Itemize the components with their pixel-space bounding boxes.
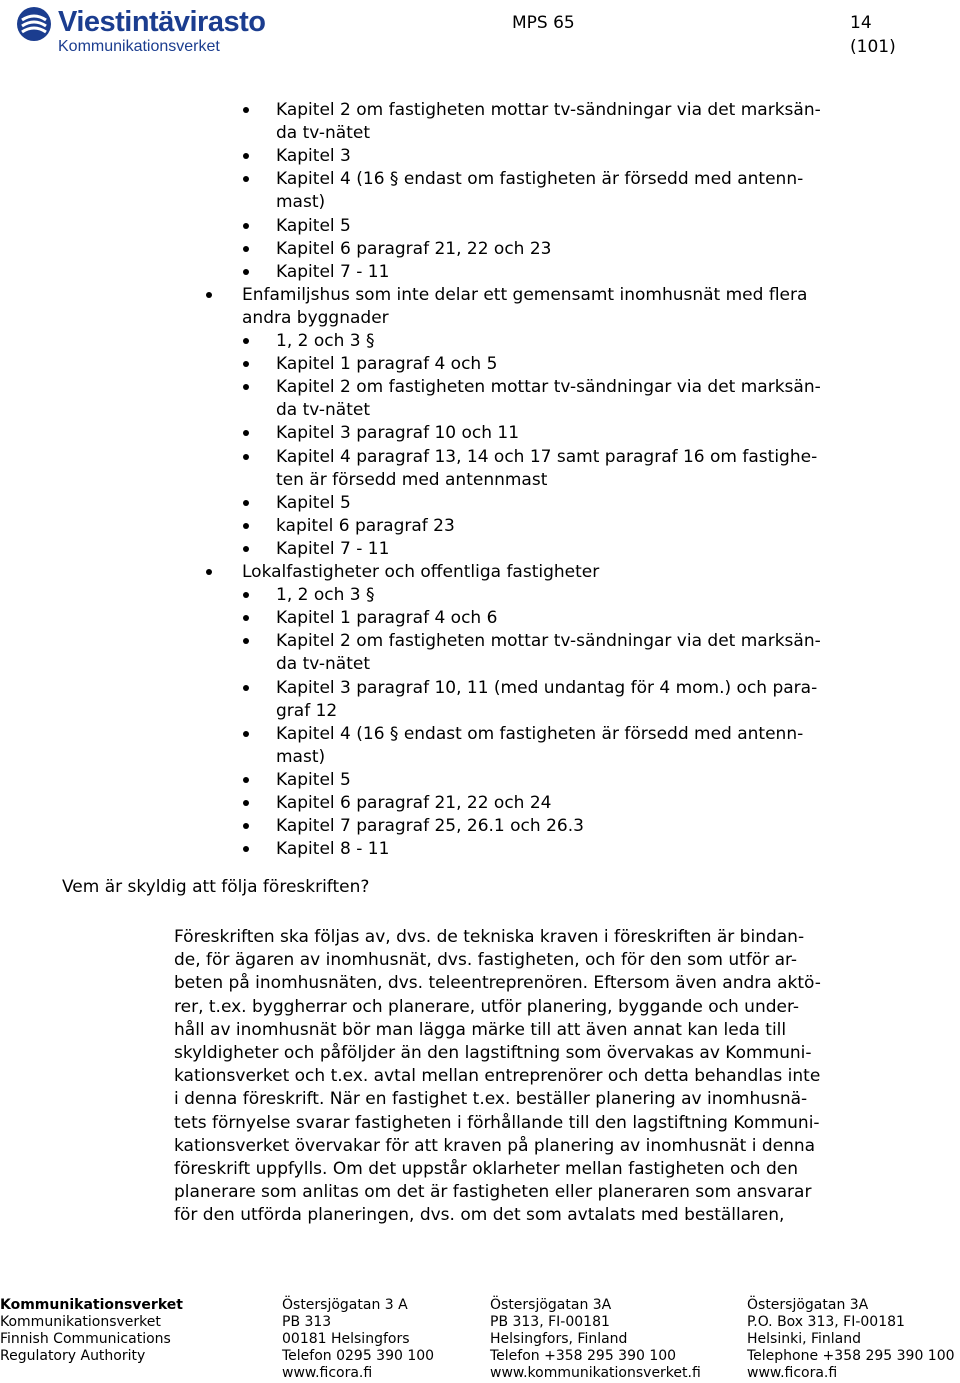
list-item: 1, 2 och 3 § — [276, 331, 375, 351]
footer-line: P.O. Box 313, FI-00181 — [747, 1314, 905, 1330]
bullet-icon — [243, 246, 249, 252]
bullet-icon — [243, 523, 249, 529]
bullet-icon — [243, 361, 249, 367]
footer-link[interactable]: www.ficora.fi — [282, 1365, 373, 1381]
page-total: (101) — [850, 37, 896, 57]
list-item: Kapitel 7 - 11 — [276, 261, 390, 282]
page-number: 14 — [850, 13, 872, 33]
paragraph-line: föreskrift uppfylls. Om det uppstår oklarheter mellan fastigheten och den — [174, 1159, 799, 1179]
footer-col-swedish — [282, 1297, 434, 1382]
list-item: 1, 2 och 3 § — [276, 585, 375, 606]
list-item: Kapitel 5 — [276, 492, 351, 513]
list-item: Kapitel 8 - 11 — [276, 839, 390, 860]
bullet-icon — [206, 292, 212, 298]
bullet-icon — [243, 223, 249, 229]
list-item: Kapitel 4 (16 § endast om fastigheten är försedd med antenn- — [276, 723, 804, 744]
list-item: mast) — [276, 192, 326, 213]
footer-line: PB 313, FI-00181 — [490, 1314, 610, 1330]
paragraph-line: för den utförda planeringen, dvs. om det som avtalats med beställaren, — [174, 1205, 785, 1226]
bullet-icon — [243, 454, 249, 460]
footer-col-name — [0, 1297, 183, 1365]
bullet-icon — [206, 569, 212, 575]
paragraph-line: tets förnyelse svarar fastigheten i förhållande till den lagstiftning Kommuni- — [174, 1112, 820, 1133]
list-item: andra byggnader — [242, 307, 389, 328]
paragraph-line: i denna föreskrift. När en fastighet t.ex. beställer planering av inomhusnä- — [174, 1089, 808, 1110]
list-item: Kapitel 6 paragraf 21, 22 och 23 — [276, 238, 552, 259]
footer-line: Östersjögatan 3 A — [282, 1297, 408, 1313]
list-item: da tv-nätet — [276, 654, 370, 675]
bullet-icon — [243, 107, 249, 113]
footer-line: Östersjögatan 3A — [747, 1297, 869, 1313]
list-item: Kapitel 3 paragraf 10, 11 (med undantag för 4 mom.) och para- — [276, 677, 818, 698]
logo-emblem-icon — [16, 6, 52, 42]
bullet-icon — [243, 731, 249, 737]
paragraph-line: planerare som anlitas om det är fastigheten eller planeraren som ansvarar — [174, 1182, 812, 1203]
footer-link[interactable]: www.kommunikationsverket.fi — [490, 1365, 701, 1381]
paragraph-line: kationsverket och t.ex. avtal mellan entreprenörer och detta behandlas inte — [174, 1066, 821, 1087]
footer-line: Kommunikationsverket — [0, 1297, 183, 1313]
list-item: Kapitel 2 om fastigheten mottar tv-sändningar via det marksän- — [276, 631, 821, 652]
list-item: Enfamiljshus som inte delar ett gemensamt inomhusnät med flera — [242, 284, 808, 305]
footer-line: PB 313 — [282, 1314, 332, 1330]
footer-link[interactable]: www.ficora.fi — [747, 1365, 838, 1381]
paragraph-line: Föreskriften ska följas av, dvs. de tekniska kraven i föreskriften är bindan- — [174, 927, 805, 947]
footer-line: Finnish Communications — [0, 1331, 171, 1347]
section-question: Vem är skyldig att följa föreskriften? — [62, 877, 370, 897]
document-id: MPS 65 — [512, 13, 575, 33]
agency-logo — [16, 6, 276, 54]
list-item: da tv-nätet — [276, 400, 370, 421]
list-item: Kapitel 3 — [276, 146, 351, 167]
list-item: Kapitel 2 om fastigheten mottar tv-sändningar via det marksän- — [276, 100, 821, 120]
bullet-icon — [243, 592, 249, 598]
bullet-icon — [243, 615, 249, 621]
paragraph-line: skyldigheter och påföljder än den lagstiftning som övervakas av Kommuni- — [174, 1043, 812, 1063]
footer-line: Östersjögatan 3A — [490, 1297, 612, 1313]
paragraph-line: de, för ägaren av inomhusnät, dvs. fastigheten, och för den som utför ar- — [174, 950, 798, 971]
logo-subtitle: Kommunikationsverket — [58, 38, 220, 55]
paragraph-line: beten på inomhusnäten, dvs. teleentreprenören. Eftersom även andra aktö- — [174, 973, 821, 994]
list-item: Kapitel 4 paragraf 13, 14 och 17 samt paragraf 16 om fastighe- — [276, 446, 818, 467]
list-item: Kapitel 4 (16 § endast om fastigheten är försedd med antenn- — [276, 169, 804, 190]
list-item: Kapitel 7 - 11 — [276, 538, 390, 559]
list-item: Kapitel 6 paragraf 21, 22 och 24 — [276, 793, 552, 813]
list-item: Kapitel 1 paragraf 4 och 5 — [276, 354, 498, 375]
footer-line: Telefon +358 295 390 100 — [490, 1348, 677, 1364]
footer-line: Telephone +358 295 390 100 — [747, 1348, 955, 1364]
bullet-icon — [243, 823, 249, 829]
logo-title: Viestintävirasto — [58, 6, 266, 38]
footer-line: Helsingfors, Finland — [490, 1331, 628, 1347]
bullet-icon — [243, 269, 249, 275]
list-item: Lokalfastigheter och offentliga fastigheter — [242, 562, 600, 582]
footer-line: 00181 Helsingfors — [282, 1331, 410, 1347]
footer-line: Regulatory Authority — [0, 1348, 146, 1364]
bullet-icon — [243, 153, 249, 159]
footer-line: Helsinki, Finland — [747, 1331, 862, 1347]
list-item: graf 12 — [276, 700, 338, 721]
footer-col-finland — [490, 1297, 701, 1382]
bullet-icon — [243, 430, 249, 436]
list-item: Kapitel 1 paragraf 4 och 6 — [276, 608, 498, 629]
paragraph-line: håll av inomhusnät bör man lägga märke till att även annat kan leda till — [174, 1019, 787, 1040]
list-item: Kapitel 5 — [276, 215, 351, 236]
list-item: ten är försedd med antennmast — [276, 469, 548, 490]
bullet-icon — [243, 500, 249, 506]
list-item: Kapitel 2 om fastigheten mottar tv-sändningar via det marksän- — [276, 377, 821, 398]
bullet-icon — [243, 338, 249, 344]
bullet-icon — [243, 800, 249, 806]
paragraph-line: kationsverket övervakar för att kraven på planering av inomhusnät i denna — [174, 1135, 816, 1156]
bullet-icon — [243, 546, 249, 552]
bullet-icon — [243, 846, 249, 852]
list-item: mast) — [276, 746, 326, 767]
bullet-icon — [243, 384, 249, 390]
bullet-icon — [243, 777, 249, 783]
list-item: Kapitel 7 paragraf 25, 26.1 och 26.3 — [276, 816, 584, 837]
list-item: Kapitel 5 — [276, 769, 351, 790]
bullet-icon — [243, 685, 249, 691]
paragraph-line: rer, t.ex. byggherrar och planerare, utför planering, byggande och under- — [174, 996, 800, 1017]
footer-line: Kommunikationsverket — [0, 1314, 161, 1330]
list-item: da tv-nätet — [276, 123, 370, 144]
list-item: Kapitel 3 paragraf 10 och 11 — [276, 423, 520, 444]
footer-line: Telefon 0295 390 100 — [282, 1348, 435, 1364]
footer-col-english — [747, 1297, 955, 1382]
bullet-icon — [243, 176, 249, 182]
bullet-icon — [243, 638, 249, 644]
list-item: kapitel 6 paragraf 23 — [276, 515, 455, 536]
